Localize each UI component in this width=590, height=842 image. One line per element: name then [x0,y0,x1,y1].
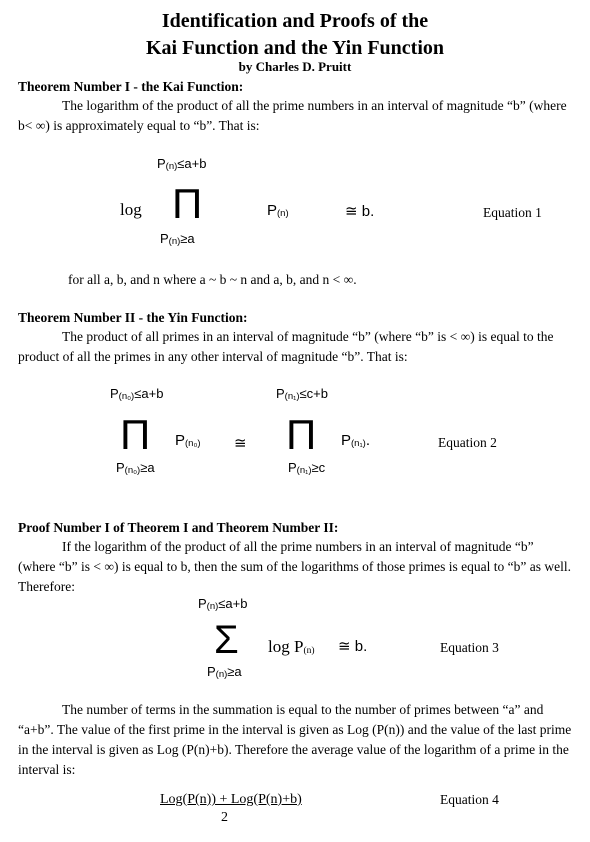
equation-4-label: Equation 4 [440,792,499,807]
eq2-left-upper-limit: P(n₀)≤a+b [110,386,164,402]
eq2-left-term: P(n₀) [175,432,201,449]
title-line-1: Identification and Proofs of the [161,10,429,32]
proof-1-text-2: The number of terms in the summation is equal to the number of primes between “a” and “a+b”. The value of the first prime in the interval is given as Log (P(n)) and the value of the last prime in the interval is given as Log (P(n)+b). Therefore the average value of the logarithm of a prime in the interval is: [18,702,572,777]
byline: by Charles D. Pruitt [238,59,352,74]
eq1-upper-limit: P(n)≤a+b [157,156,207,172]
eq3-lower-limit: P(n)≥a [207,664,242,680]
eq2-right-lower-limit: P(n₁)≥c [288,460,326,476]
equation-2-label: Equation 2 [438,435,497,450]
eq1-relation: ≅ b. [345,203,375,220]
eq4-denominator: 2 [221,810,228,825]
eq2-right-upper-limit: P(n₁)≤c+b [276,386,328,402]
eq1-product-symbol: Π [172,180,203,227]
eq3-relation: ≅ b. [338,638,368,655]
proof-1-heading: Proof Number I of Theorem I and Theorem Number II: [18,520,339,535]
eq1-term: P(n) [267,202,289,219]
theorem-1-text: The logarithm of the product of all the prime numbers in an interval of magnitude “b” (where b< ∞) is approximately equal to “b”. That is: [18,98,567,133]
eq2-left-product-symbol: Π [120,411,151,458]
title-line-2: Kai Function and the Yin Function [145,37,445,59]
eq2-left-lower-limit: P(n₀)≥a [116,460,155,476]
eq3-sum-symbol: Σ [214,618,239,662]
eq2-right-term: P(n₁). [341,432,371,449]
eq1-lower-limit: P(n)≥a [160,231,195,247]
theorem-2-text: The product of all primes in an interval of magnitude “b” (where “b” is < ∞) is equal to the product of all the primes in any other interval of magnitude “b”. That is: [18,329,554,364]
eq4-numerator: Log(P(n)) + Log(P(n)+b) [160,792,302,807]
eq1-log: log [120,200,142,219]
equation-3-label: Equation 3 [440,640,499,655]
eq2-relation: ≅ [234,435,247,452]
theorem-1-heading: Theorem Number I - the Kai Function: [18,79,244,94]
equation-1-label: Equation 1 [483,205,542,220]
eq2-right-product-symbol: Π [286,411,317,458]
eq3-term: log P(n) [268,637,315,656]
proof-1-text: If the logarithm of the product of all the prime numbers in an interval of magnitude “b” (where “b” is < ∞) is equal to b, then the sum of the logarithms of those primes is equal to “b” as well. Therefore: [18,539,571,594]
theorem-1-condition: for all a, b, and n where a ~ b ~ n and a, b, and n < ∞. [68,272,357,287]
theorem-2-heading: Theorem Number II - the Yin Function: [18,310,248,325]
eq3-upper-limit: P(n)≤a+b [198,596,248,612]
